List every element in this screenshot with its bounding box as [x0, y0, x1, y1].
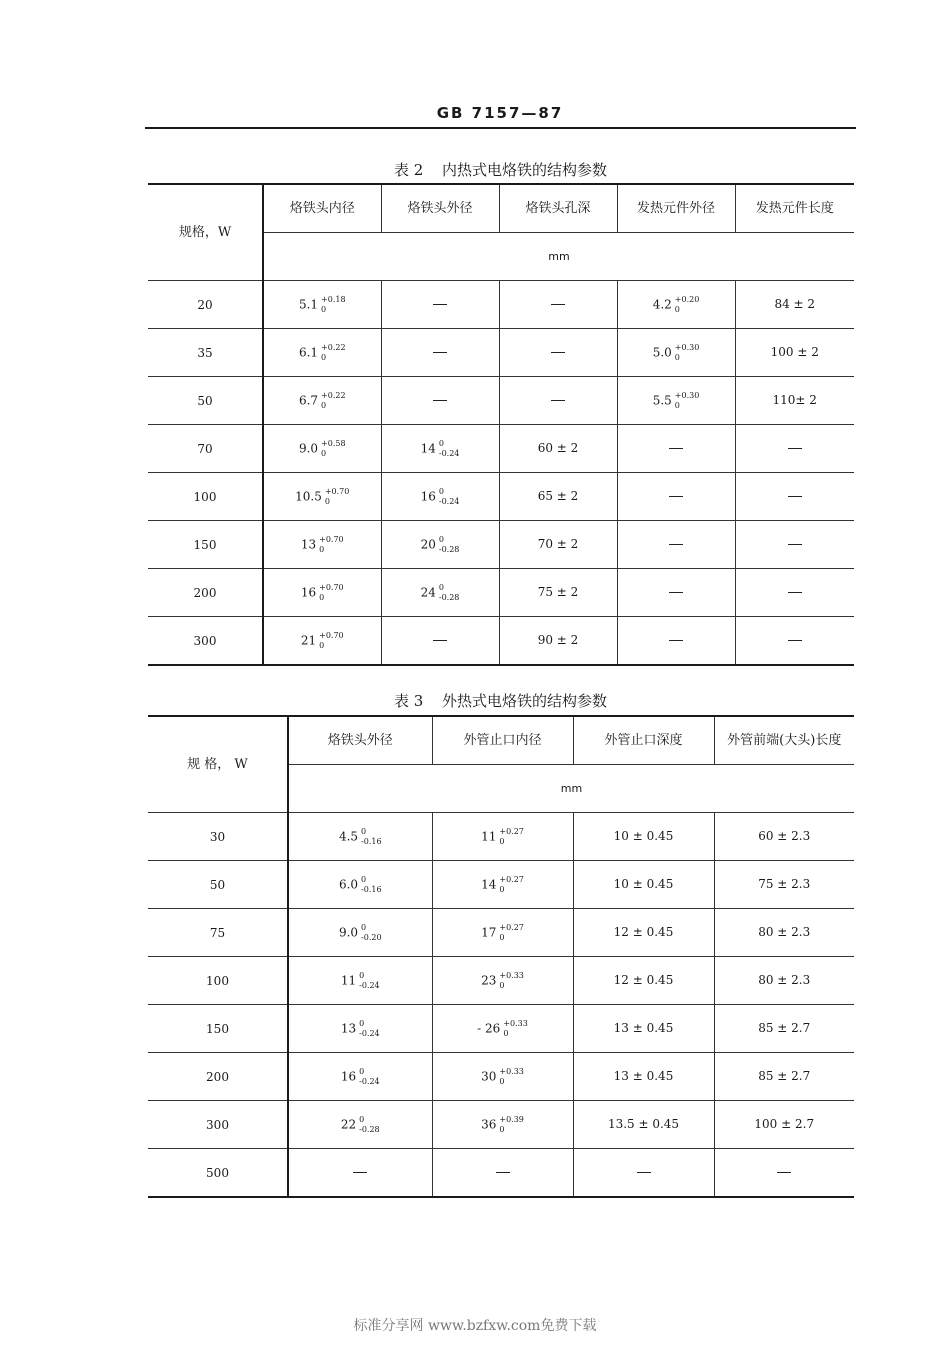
nominal-value: 22	[340, 1117, 357, 1131]
tolerance	[675, 295, 700, 315]
nominal-value: 6.0	[338, 877, 359, 891]
tolerance	[503, 1019, 528, 1039]
nominal-value: 9.0	[298, 441, 319, 455]
spec-cell: 35	[148, 329, 263, 377]
table2	[148, 183, 854, 666]
lower-deviation: 0	[674, 352, 680, 362]
table2-col-header: 烙铁头内径	[263, 184, 381, 233]
table-row	[148, 1149, 854, 1198]
upper-deviation: +0.18	[321, 294, 346, 304]
header-rule	[145, 127, 856, 129]
standard-code: GB 7157—87	[436, 104, 564, 122]
table-row	[148, 425, 854, 473]
table3-caption-number: 表 3	[393, 692, 424, 710]
tolerance	[319, 535, 344, 555]
table-cell	[735, 569, 854, 617]
table-cell	[573, 1005, 714, 1053]
lower-deviation: 0	[499, 1076, 505, 1086]
upper-deviation: 0	[438, 438, 444, 448]
table-cell	[714, 813, 854, 861]
tolerance	[359, 971, 380, 991]
table-cell	[381, 281, 499, 329]
tolerance	[359, 1067, 380, 1087]
spec-cell: 100	[148, 473, 263, 521]
dash-mark	[551, 304, 565, 305]
lower-deviation: -0.20	[361, 932, 382, 942]
lower-deviation: 0	[324, 496, 330, 506]
table-row	[148, 329, 854, 377]
table-cell	[432, 957, 573, 1005]
value-text: 85 ± 2.7	[758, 1021, 811, 1036]
table-cell	[263, 569, 381, 617]
table-row	[148, 813, 854, 861]
table-row	[148, 569, 854, 617]
dash-mark	[788, 640, 802, 641]
dash-mark	[551, 352, 565, 353]
value-text: 110± 2	[772, 393, 817, 408]
table-cell	[381, 617, 499, 666]
nominal-value: 10.5	[295, 489, 322, 503]
table-row	[148, 617, 854, 666]
table3-caption-title: 外热式电烙铁的结构参数	[442, 692, 608, 710]
tolerance	[499, 971, 524, 991]
lower-deviation: 0	[674, 304, 680, 314]
nominal-value: 6.7	[298, 393, 319, 407]
table-cell	[499, 521, 617, 569]
value-text: 12 ± 0.45	[613, 973, 674, 988]
value-text: 13 ± 0.45	[613, 1021, 674, 1036]
table-cell	[288, 1053, 432, 1101]
nominal-value: 11	[340, 973, 357, 987]
spec-cell: 500	[148, 1149, 288, 1198]
upper-deviation: +0.27	[499, 874, 524, 884]
table-cell	[735, 521, 854, 569]
tolerance	[361, 827, 382, 847]
nominal-value: 16	[300, 585, 317, 599]
dash-mark	[496, 1172, 510, 1173]
value-text: 80 ± 2.3	[758, 973, 811, 988]
table-cell	[381, 569, 499, 617]
table-cell	[288, 957, 432, 1005]
upper-deviation: +0.70	[319, 534, 344, 544]
table3-col-header: 外管止口深度	[573, 716, 714, 765]
tolerance	[439, 487, 460, 507]
value-text: 85 ± 2.7	[758, 1069, 811, 1084]
table-row	[148, 957, 854, 1005]
nominal-value: 30	[481, 1069, 497, 1083]
dash-mark	[669, 592, 683, 593]
table-cell	[263, 473, 381, 521]
upper-deviation: +0.33	[499, 1066, 524, 1076]
table2-col-header: 烙铁头孔深	[499, 184, 617, 233]
spec-cell: 20	[148, 281, 263, 329]
dash-mark	[433, 352, 447, 353]
lower-deviation: -0.28	[359, 1124, 380, 1134]
nominal-value: 23	[481, 973, 497, 987]
table-cell	[735, 473, 854, 521]
nominal-value: 16	[420, 489, 436, 503]
table-cell	[288, 861, 432, 909]
nominal-value: 13	[300, 537, 317, 551]
nominal-value: 5.5	[652, 393, 672, 407]
dash-mark	[669, 640, 683, 641]
table-cell	[381, 521, 499, 569]
value-text: 60 ± 2.3	[758, 829, 811, 844]
nominal-value: 4.2	[652, 297, 672, 311]
nominal-value: 13	[340, 1021, 357, 1035]
table2-unit: mm	[263, 233, 854, 281]
table-row	[148, 1005, 854, 1053]
table-row	[148, 377, 854, 425]
table-cell	[573, 1149, 714, 1198]
table-cell	[381, 377, 499, 425]
upper-deviation: +0.30	[674, 390, 700, 400]
table-cell	[735, 281, 854, 329]
table-cell	[288, 909, 432, 957]
table-cell	[617, 521, 735, 569]
lower-deviation: 0	[321, 448, 327, 458]
upper-deviation: +0.39	[499, 1114, 524, 1124]
dash-mark	[788, 544, 802, 545]
value-text: 75 ± 2	[537, 585, 579, 600]
tolerance	[675, 343, 700, 363]
nominal-value: 21	[300, 633, 317, 647]
table-cell	[735, 425, 854, 473]
value-text: 65 ± 2	[537, 489, 579, 504]
tolerance	[359, 1115, 380, 1135]
tolerance	[359, 1019, 380, 1039]
upper-deviation: 0	[438, 582, 444, 592]
table3-unit: mm	[288, 765, 854, 813]
table-cell	[714, 909, 854, 957]
spec-cell: 300	[148, 1101, 288, 1149]
upper-deviation: 0	[359, 1114, 365, 1124]
lower-deviation: 0	[499, 980, 505, 990]
table-cell	[263, 377, 381, 425]
tolerance	[499, 923, 524, 943]
table-cell	[573, 813, 714, 861]
table-cell	[288, 1101, 432, 1149]
value-text: 75 ± 2.3	[758, 877, 811, 892]
table-row	[148, 909, 854, 957]
spec-cell: 150	[148, 521, 263, 569]
spec-cell: 200	[148, 569, 263, 617]
table-row	[148, 1053, 854, 1101]
upper-deviation: +0.27	[499, 922, 524, 932]
upper-deviation: +0.27	[499, 826, 524, 836]
table3	[148, 715, 854, 1198]
table2-col-header: 发热元件外径	[617, 184, 735, 233]
tolerance	[499, 1115, 524, 1135]
lower-deviation: -0.24	[359, 1028, 380, 1038]
upper-deviation: +0.70	[319, 582, 344, 592]
table2-col-header: 发热元件长度	[735, 184, 854, 233]
table2-spec-header: 规格，W	[148, 184, 263, 281]
lower-deviation: 0	[499, 884, 505, 894]
lower-deviation: -0.28	[438, 592, 460, 602]
upper-deviation: 0	[361, 826, 367, 836]
lower-deviation: 0	[321, 400, 327, 410]
table-cell	[714, 1053, 854, 1101]
spec-cell: 70	[148, 425, 263, 473]
table-cell	[617, 569, 735, 617]
table-cell	[288, 813, 432, 861]
spec-cell: 200	[148, 1053, 288, 1101]
table-cell	[432, 1005, 573, 1053]
nominal-value: 5.1	[298, 297, 319, 311]
table-cell	[381, 425, 499, 473]
tolerance	[321, 439, 346, 459]
table-cell	[735, 329, 854, 377]
table-cell	[573, 861, 714, 909]
table-row	[148, 473, 854, 521]
value-text: 100 ± 2	[770, 345, 819, 360]
lower-deviation: 0	[499, 1124, 505, 1134]
upper-deviation: 0	[359, 1066, 365, 1076]
nominal-value: 14	[481, 877, 497, 891]
table-cell	[735, 377, 854, 425]
nominal-value: 17	[481, 925, 497, 939]
table-cell	[617, 473, 735, 521]
table-cell	[432, 813, 573, 861]
lower-deviation: -0.24	[359, 1076, 380, 1086]
value-text: 60 ± 2	[537, 441, 579, 456]
lower-deviation: 0	[499, 836, 505, 846]
spec-cell: 75	[148, 909, 288, 957]
spec-cell: 300	[148, 617, 263, 666]
table-cell	[263, 329, 381, 377]
tolerance	[499, 827, 524, 847]
upper-deviation: +0.58	[321, 438, 346, 448]
table-row	[148, 281, 854, 329]
table3-col-header: 外管止口内径	[432, 716, 573, 765]
table-cell	[499, 425, 617, 473]
table-cell	[617, 425, 735, 473]
tolerance	[319, 583, 344, 603]
lower-deviation: 0	[674, 400, 680, 410]
nominal-value: 4.5	[338, 829, 359, 843]
table-cell	[714, 1005, 854, 1053]
table-cell	[499, 473, 617, 521]
dash-mark	[777, 1172, 791, 1173]
upper-deviation: 0	[359, 970, 365, 980]
tolerance	[321, 391, 346, 411]
nominal-value: - 26	[477, 1021, 501, 1035]
spec-cell: 50	[148, 861, 288, 909]
table-cell	[381, 473, 499, 521]
upper-deviation: 0	[361, 922, 367, 932]
table-cell	[617, 281, 735, 329]
table-cell	[263, 521, 381, 569]
upper-deviation: +0.20	[674, 294, 700, 304]
table-cell	[263, 425, 381, 473]
dash-mark	[433, 304, 447, 305]
table-cell	[263, 617, 381, 666]
upper-deviation: +0.70	[324, 486, 350, 496]
upper-deviation: 0	[361, 874, 367, 884]
table-cell	[617, 329, 735, 377]
dash-mark	[788, 448, 802, 449]
table-cell	[288, 1149, 432, 1198]
upper-deviation: +0.33	[503, 1018, 528, 1028]
nominal-value: 36	[481, 1117, 497, 1131]
lower-deviation: -0.16	[361, 836, 382, 846]
table2-col-header: 烙铁头外径	[381, 184, 499, 233]
upper-deviation: 0	[438, 486, 444, 496]
nominal-value: 14	[420, 441, 436, 455]
table2-caption-number: 表 2	[393, 161, 424, 179]
dash-mark	[788, 496, 802, 497]
upper-deviation: +0.22	[321, 342, 346, 352]
table-cell	[381, 329, 499, 377]
upper-deviation: +0.30	[674, 342, 700, 352]
table-cell	[288, 1005, 432, 1053]
nominal-value: 16	[340, 1069, 357, 1083]
lower-deviation: 0	[503, 1028, 509, 1038]
table-cell	[573, 909, 714, 957]
dash-mark	[669, 496, 683, 497]
table-cell	[432, 1149, 573, 1198]
lower-deviation: 0	[319, 640, 325, 650]
footer-watermark: 标准分享网 www.bzfxw.com免费下载	[353, 1318, 597, 1334]
tolerance	[439, 583, 460, 603]
table-cell	[714, 957, 854, 1005]
value-text: 80 ± 2.3	[758, 925, 811, 940]
table2-caption	[145, 159, 856, 180]
lower-deviation: 0	[321, 352, 327, 362]
value-text: 100 ± 2.7	[754, 1117, 815, 1132]
dash-mark	[637, 1172, 651, 1173]
nominal-value: 11	[481, 829, 497, 843]
lower-deviation: -0.24	[438, 448, 460, 458]
table-cell	[432, 1101, 573, 1149]
value-text: 10 ± 0.45	[613, 829, 674, 844]
nominal-value: 20	[420, 537, 436, 551]
table-cell	[735, 617, 854, 666]
value-text: 13.5 ± 0.45	[607, 1117, 680, 1132]
upper-deviation: +0.22	[321, 390, 346, 400]
table-cell	[499, 569, 617, 617]
lower-deviation: 0	[321, 304, 327, 314]
upper-deviation: 0	[438, 534, 444, 544]
table3-col-header: 外管前端(大头)长度	[714, 716, 854, 765]
tolerance	[499, 1067, 524, 1087]
tolerance	[321, 295, 346, 315]
table-cell	[432, 1053, 573, 1101]
table-cell	[499, 329, 617, 377]
upper-deviation: 0	[359, 1018, 365, 1028]
tolerance	[439, 439, 460, 459]
upper-deviation: +0.33	[499, 970, 524, 980]
nominal-value: 6.1	[298, 345, 319, 359]
table2-caption-title: 内热式电烙铁的结构参数	[442, 161, 608, 179]
lower-deviation: -0.16	[361, 884, 382, 894]
value-text: 12 ± 0.45	[613, 925, 674, 940]
tolerance	[361, 875, 382, 895]
lower-deviation: -0.28	[438, 544, 460, 554]
table-cell	[263, 281, 381, 329]
dash-mark	[433, 400, 447, 401]
table-cell	[714, 1101, 854, 1149]
table-cell	[499, 281, 617, 329]
value-text: 10 ± 0.45	[613, 877, 674, 892]
table-cell	[499, 617, 617, 666]
table-cell	[573, 1101, 714, 1149]
table3-col-header: 烙铁头外径	[288, 716, 432, 765]
upper-deviation: +0.70	[319, 630, 344, 640]
spec-cell: 50	[148, 377, 263, 425]
table3-spec-header: 规 格， W	[148, 716, 288, 813]
dash-mark	[669, 544, 683, 545]
table-cell	[499, 377, 617, 425]
table3-caption	[145, 690, 856, 711]
tolerance	[319, 631, 344, 651]
lower-deviation: -0.24	[359, 980, 380, 990]
table-cell	[617, 377, 735, 425]
tolerance	[675, 391, 700, 411]
nominal-value: 24	[420, 585, 436, 599]
table-row	[148, 861, 854, 909]
nominal-value: 5.0	[652, 345, 672, 359]
table-cell	[573, 957, 714, 1005]
table-cell	[432, 861, 573, 909]
value-text: 70 ± 2	[537, 537, 579, 552]
table-cell	[617, 617, 735, 666]
value-text: 13 ± 0.45	[613, 1069, 674, 1084]
dash-mark	[551, 400, 565, 401]
dash-mark	[788, 592, 802, 593]
table-cell	[714, 1149, 854, 1198]
lower-deviation: 0	[319, 592, 325, 602]
dash-mark	[353, 1172, 367, 1173]
table-cell	[432, 909, 573, 957]
nominal-value: 9.0	[338, 925, 359, 939]
value-text: 90 ± 2	[537, 633, 579, 648]
tolerance	[321, 343, 346, 363]
value-text: 84 ± 2	[774, 297, 816, 312]
tolerance	[325, 487, 350, 507]
spec-cell: 100	[148, 957, 288, 1005]
spec-cell: 30	[148, 813, 288, 861]
tolerance	[439, 535, 460, 555]
table-cell	[714, 861, 854, 909]
lower-deviation: 0	[319, 544, 325, 554]
table-row	[148, 1101, 854, 1149]
table-row	[148, 521, 854, 569]
table-cell	[573, 1053, 714, 1101]
lower-deviation: -0.24	[438, 496, 460, 506]
dash-mark	[433, 640, 447, 641]
tolerance	[361, 923, 382, 943]
lower-deviation: 0	[499, 932, 505, 942]
dash-mark	[669, 448, 683, 449]
tolerance	[499, 875, 524, 895]
spec-cell: 150	[148, 1005, 288, 1053]
